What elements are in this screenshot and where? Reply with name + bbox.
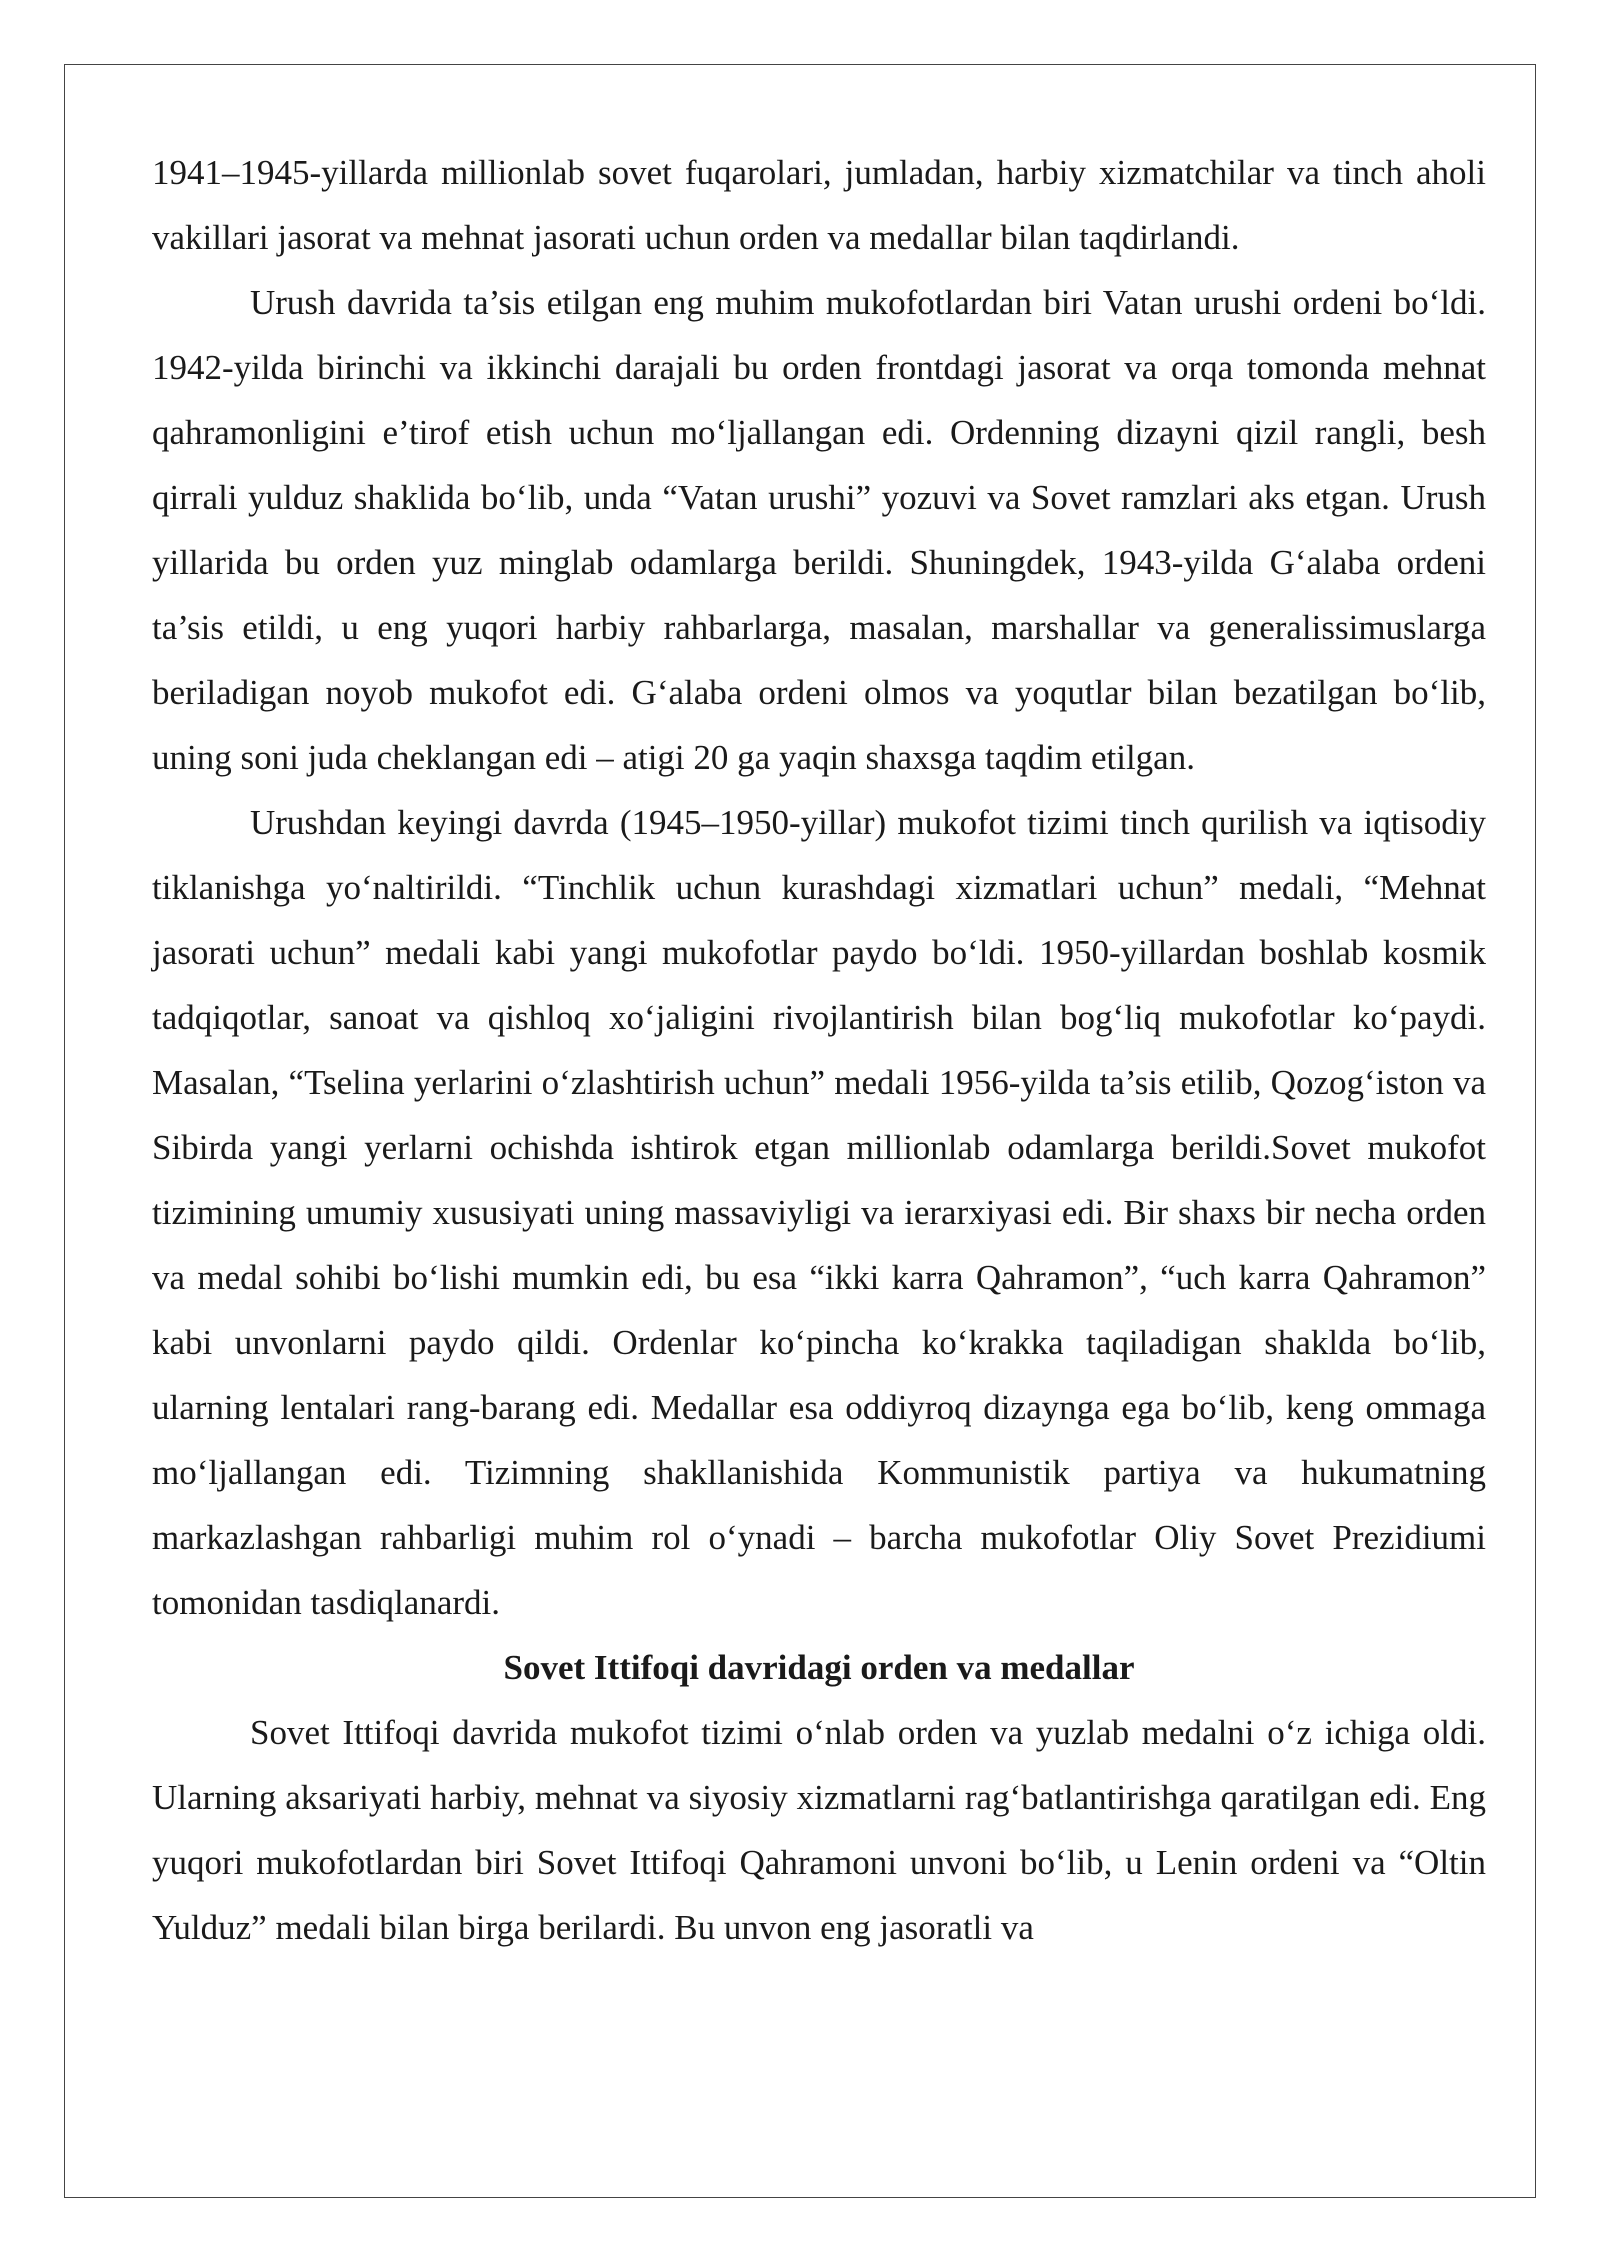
section-heading: Sovet Ittifoqi davridagi orden va medallar <box>503 1648 1135 1687</box>
paragraph: Urush davrida ta’sis etilgan eng muhim mukofotlardan biri Vatan urushi ordeni bo‘ldi. 1942-yilda birinchi va ikkinchi darajali bu orden frontdagi jasorat va orqa tomonda mehnat qahramonligini e’tirof etish uchun mo‘ljallangan edi. Ordenning dizayni qizil rangli, besh qirrali yulduz shaklida bo‘lib, unda “Vatan urushi” yozuvi va Sovet ramzlari aks etgan. Urush yillarida bu orden yuz minglab odamlarga berildi. Shuningdek, 1943-yilda G‘alaba ordeni ta’sis etildi, u eng yuqori harbiy rahbarlarga, masalan, marshallar va generalissimuslarga beriladigan noyob mukofot edi. G‘alaba ordeni olmos va yoqutlar bilan bezatilgan bo‘lib, uning soni juda cheklangan edi – atigi 20 ga yaqin shaxsga taqdim etilgan. <box>152 283 1486 777</box>
paragraph: Sovet Ittifoqi davrida mukofot tizimi o‘nlab orden va yuzlab medalni o‘z ichiga oldi. Ularning aksariyati harbiy, mehnat va siyosiy xizmatlarni rag‘batlantirishga qaratilgan edi. Eng yuqori mukofotlardan biri Sovet Ittifoqi Qahramoni unvoni bo‘lib, u Lenin ordeni va “Oltin Yulduz” medali bilan birga berilardi. Bu unvon eng jasoratli va <box>152 1713 1486 1947</box>
document-body <box>152 140 1486 1960</box>
paragraph: 1941–1945-yillarda millionlab sovet fuqarolari, jumladan, harbiy xizmatchilar va tinch aholi vakillari jasorat va mehnat jasorati uchun orden va medallar bilan taqdirlandi. <box>152 153 1486 257</box>
paragraph: Urushdan keyingi davrda (1945–1950-yillar) mukofot tizimi tinch qurilish va iqtisodiy tiklanishga yo‘naltirildi. “Tinchlik uchun kurashdagi xizmatlari uchun” medali, “Mehnat jasorati uchun” medali kabi yangi mukofotlar paydo bo‘ldi. 1950-yillardan boshlab kosmik tadqiqotlar, sanoat va qishloq xo‘jaligini rivojlantirish bilan bog‘liq mukofotlar ko‘paydi. Masalan, “Tselina yerlarini o‘zlashtirish uchun” medali 1956-yilda ta’sis etilib, Qozog‘iston va Sibirda yangi yerlarni ochishda ishtirok etgan millionlab odamlarga berildi.Sovet mukofot tizimining umumiy xususiyati uning massaviyligi va ierarxiyasi edi. Bir shaxs bir necha orden va medal sohibi bo‘lishi mumkin edi, bu esa “ikki karra Qahramon”, “uch karra Qahramon” kabi unvonlarni paydo qildi. Ordenlar ko‘pincha ko‘krakka taqiladigan shaklda bo‘lib, ularning lentalari rang-barang edi. Medallar esa oddiyroq dizaynga ega bo‘lib, keng ommaga mo‘ljallangan edi. Tizimning shakllanishida Kommunistik partiya va hukumatning markazlashgan rahbarligi muhim rol o‘ynadi – barcha mukofotlar Oliy Sovet Prezidiumi tomonidan tasdiqlanardi. <box>152 803 1486 1622</box>
